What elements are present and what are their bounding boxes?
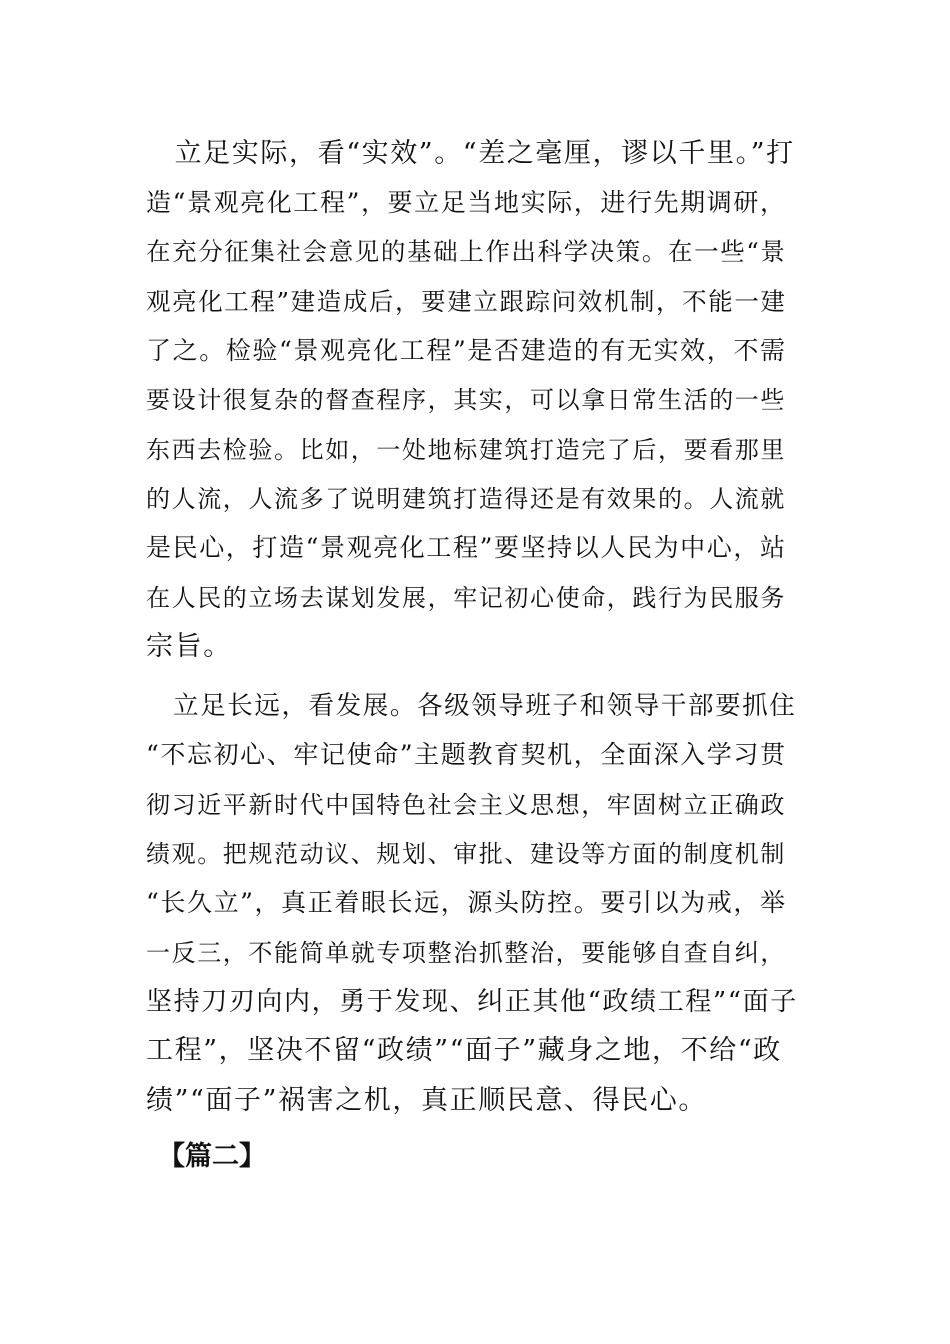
paragraph-2-line-5: “长久立”，真正着眼长远，源头防控。要引以为戒，举: [146, 888, 787, 917]
paragraph-2-line-6: 一反三，不能简单就专项整治抓整治，要能够自查自纠，: [146, 939, 786, 967]
paragraph-1-line-11: 宗旨。: [146, 631, 232, 662]
paragraph-2-line-3: 彻习近平新时代中国特色社会主义思想，牢固树立正确政: [146, 791, 786, 819]
paragraph-1-line-9: 是民心，打造“景观亮化工程”要坚持以人民为中心，站: [146, 533, 787, 562]
paragraph-1-line-3: 在充分征集社会意见的基础上作出科学决策。在一些“景: [146, 237, 787, 266]
paragraph-2-line-8: 工程”，坚决不留“政绩”“面子”藏身之地，不给“政: [146, 1035, 782, 1066]
paragraph-2-line-2: “不忘初心、牢记使命”主题教育契机，全面深入学习贯: [146, 740, 787, 769]
paragraph-1-line-6: 要设计很复杂的督查程序，其实，可以拿日常生活的一些: [146, 386, 786, 414]
paragraph-1-line-4: 观亮化工程”建造成后，要建立跟踪问效机制，不能一建: [146, 287, 787, 316]
paragraph-1-line-10: 在人民的立场去谋划发展，牢记初心使命，践行为民服务: [146, 584, 786, 612]
paragraph-2-line-4: 绩观。把规范动议、规划、审批、建设等方面的制度机制: [146, 840, 786, 868]
paragraph-2-line-9: 绩”“面子”祸害之机，真正顺民意、得民心。: [146, 1085, 708, 1116]
paragraph-1-line-1: 立足实际，看“实效”。“差之毫厘，谬以千里。”打: [146, 138, 795, 169]
paragraph-1-line-5: 了之。检验“景观亮化工程”是否建造的有无实效，不需: [146, 336, 787, 365]
section-heading: 【篇二】: [158, 1141, 266, 1172]
paragraph-1-line-8: 的人流，人流多了说明建筑打造得还是有效果的。人流就: [146, 485, 786, 513]
paragraph-1-line-2: 造“景观亮化工程”，要立足当地实际，进行先期调研，: [146, 188, 787, 217]
paragraph-2-line-7: 坚持刀刃向内，勇于发现、纠正其他“政绩工程”“面子: [146, 987, 798, 1017]
paragraph-2-line-1: 立足长远，看发展。各级领导班子和领导干部要抓住: [146, 691, 797, 721]
paragraph-1-line-7: 东西去检验。比如，一处地标建筑打造完了后，要看那里: [146, 436, 786, 464]
